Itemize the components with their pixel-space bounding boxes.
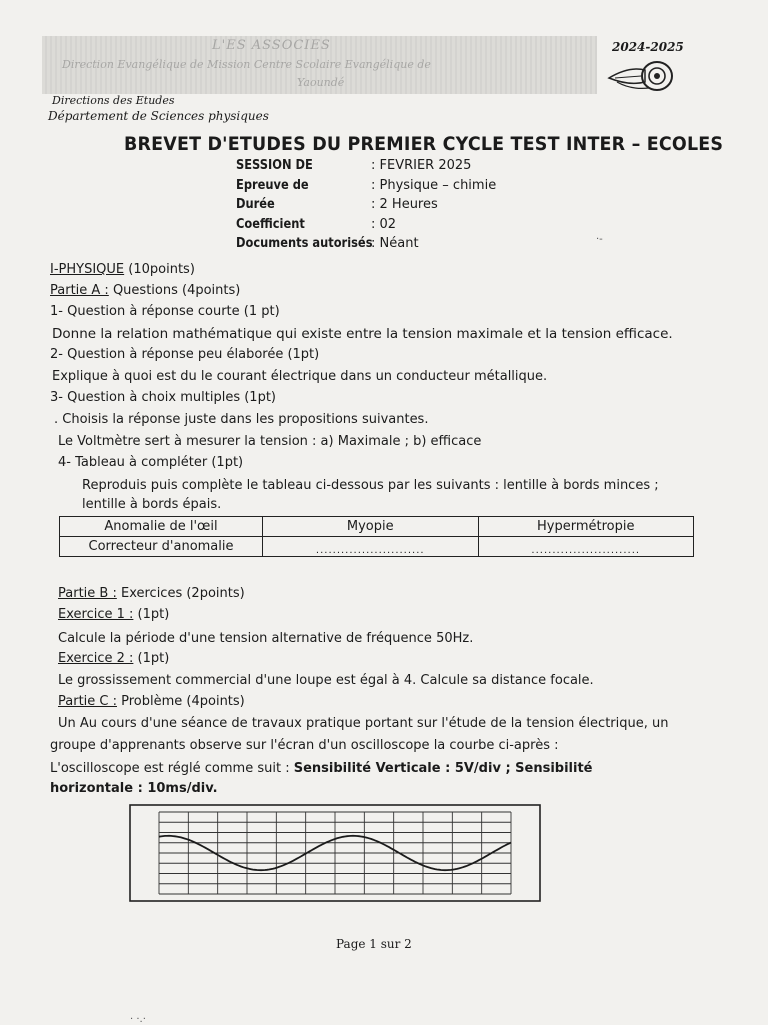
part-b-label: Partie B : (58, 586, 117, 601)
question-4-title: 4- Tableau à compléter (1pt) (58, 455, 244, 470)
part-c-text-4: horizontale : 10ms/div. (50, 781, 218, 796)
table-cell-blank: .......................... (478, 537, 694, 557)
part-c-text-3a: L'oscilloscope est réglé comme suit : (50, 761, 294, 776)
subject-value: : Physique – chimie (371, 177, 497, 193)
exercise-1-heading (58, 607, 169, 622)
scan-mark: ·- (596, 234, 603, 245)
part-a-title: Questions (4points) (108, 283, 241, 298)
part-a-heading (50, 283, 240, 298)
subject-label: Epreuve de (236, 177, 309, 193)
question-3-title: 3- Question à choix multiples (1pt) (50, 390, 277, 405)
session-value: : FEVRIER 2025 (371, 158, 472, 174)
question-1-title: 1- Question à réponse courte (1 pt) (50, 304, 280, 319)
question-3-options: Le Voltmètre sert à mesurer la tension : a) Maximale ; b) efficace (58, 434, 482, 449)
exercise-2-heading (58, 651, 169, 666)
oscilloscope-screen (129, 804, 541, 902)
part-c-text-1: Un Au cours d'une séance de travaux pratique portant sur l'étude de la tension électrique, un (58, 716, 669, 731)
part-c-text-2: groupe d'apprenants observe sur l'écran d'un oscilloscope la courbe ci-après : (50, 738, 559, 753)
question-3-text: . Choisis la réponse juste dans les propositions suivantes. (54, 412, 429, 427)
table-cell: Hypermétropie (478, 517, 694, 537)
exercise-1-text: Calcule la période d'une tension alternative de fréquence 50Hz. (58, 631, 474, 646)
physique-heading-text: I-PHYSIQUE (50, 262, 125, 277)
duration-label: Durée (236, 197, 275, 213)
table-cell: Anomalie de l'œil (60, 517, 263, 537)
scan-mark: · ·.· (130, 1014, 146, 1025)
coefficient-label: Coefficient (236, 216, 305, 232)
part-c-label: Partie C : (58, 694, 117, 709)
question-4-text-2: lentille à bords épais. (82, 497, 222, 512)
exercise-2-points: (1pt) (133, 651, 170, 666)
question-2-title: 2- Question à réponse peu élaborée (1pt) (50, 347, 320, 362)
question-4-text-1: Reproduis puis complète le tableau ci-dessous par les suivants : lentille à bords minces ; (82, 478, 659, 493)
coefficient-value: : 02 (371, 216, 397, 232)
school-logo-icon (605, 58, 677, 98)
banner-line-2: Direction Evangélique de Mission Centre Scolaire Evangélique de (62, 58, 431, 71)
question-1-text: Donne la relation mathématique qui existe entre la tension maximale et la tension efficace. (52, 326, 673, 342)
physique-heading-points: (10points) (124, 262, 195, 277)
part-c-text-3b: Sensibilité Verticale : 5V/div ; Sensibilité (293, 761, 593, 776)
exercise-2-label: Exercice 2 : (58, 651, 134, 666)
table-row (60, 537, 694, 557)
part-b-heading (58, 586, 245, 601)
eye-anomaly-table (59, 516, 694, 557)
documents-label: Documents autorisés (236, 236, 373, 252)
page-number: Page 1 sur 2 (336, 937, 412, 951)
physique-heading (50, 262, 195, 277)
exercise-1-label: Exercice 1 : (58, 607, 134, 622)
table-cell: Correcteur d'anomalie (60, 537, 263, 557)
school-year: 2024-2025 (612, 40, 684, 54)
duration-value: : 2 Heures (371, 197, 438, 213)
header-banner (42, 36, 597, 94)
part-c-text-3 (50, 761, 593, 776)
exercise-2-text: Le grossissement commercial d'une loupe est égal à 4. Calcule sa distance focale. (58, 673, 594, 688)
table-row (60, 517, 694, 537)
documents-value: : Néant (371, 236, 419, 252)
exam-title: BREVET D'ETUDES DU PREMIER CYCLE TEST INTER – ECOLES (124, 133, 724, 155)
session-label: SESSION DE (236, 158, 313, 174)
table-cell-blank: .......................... (263, 537, 479, 557)
part-b-title: Exercices (2points) (116, 586, 245, 601)
banner-line-3: Yaoundé (297, 76, 345, 89)
department-label: Département de Sciences physiques (48, 109, 269, 123)
question-2-text: Explique à quoi est du le courant électrique dans un conducteur métallique. (52, 369, 548, 384)
part-c-heading (58, 694, 245, 709)
exercise-1-points: (1pt) (133, 607, 170, 622)
directions-label: Directions des Etudes (52, 94, 175, 107)
table-cell: Myopie (263, 517, 479, 537)
part-a-label: Partie A : (50, 283, 109, 298)
banner-line-1: L'ES ASSOCIES (212, 38, 331, 53)
session-info (236, 156, 496, 254)
part-c-title: Problème (4points) (117, 694, 245, 709)
